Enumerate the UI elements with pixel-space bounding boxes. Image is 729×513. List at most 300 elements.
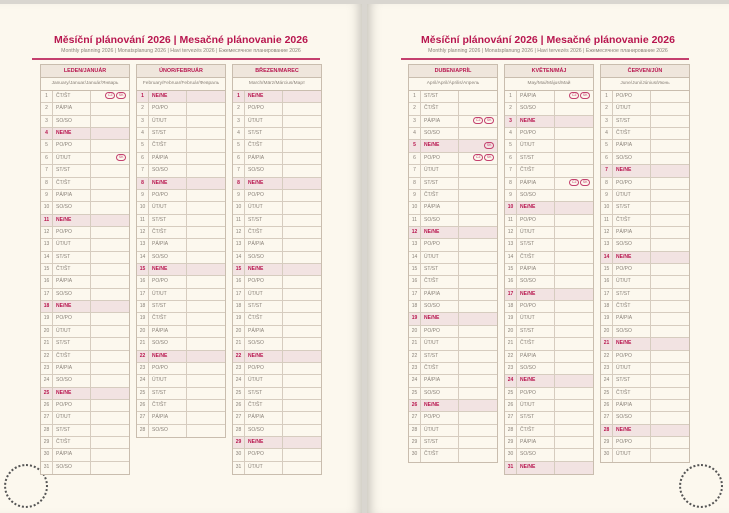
- day-number: 17: [601, 289, 613, 300]
- day-number: 11: [409, 215, 421, 226]
- day-number: 20: [41, 326, 53, 337]
- month-name: DUBEN/APRÍL: [409, 65, 497, 78]
- notes-cell: [651, 301, 689, 312]
- holiday-badge-sk: SK: [484, 142, 494, 149]
- weekday: ČT/ŠT: [421, 276, 459, 287]
- day-number: 8: [505, 178, 517, 189]
- day-number: 25: [601, 388, 613, 399]
- notes-cell: [283, 313, 321, 324]
- weekday: PO/PO: [149, 103, 187, 114]
- weekday: ČT/ŠT: [53, 351, 91, 362]
- notes-cell: [283, 289, 321, 300]
- weekday: PÁ/PIA: [53, 449, 91, 460]
- weekday: SO/SO: [613, 239, 651, 250]
- day-number: 1: [233, 91, 245, 102]
- day-row: [409, 289, 497, 301]
- weekday: NE/NE: [421, 400, 459, 411]
- day-number: 14: [409, 252, 421, 263]
- day-number: 17: [505, 289, 517, 300]
- day-row: [409, 227, 497, 239]
- day-row: [41, 190, 129, 202]
- weekday: ÚT/UT: [149, 116, 187, 127]
- weekday: NE/NE: [245, 351, 283, 362]
- day-number: 10: [409, 202, 421, 213]
- weekday: ST/ST: [245, 388, 283, 399]
- notes-cell: [459, 178, 497, 189]
- day-number: 15: [601, 264, 613, 275]
- notes-cell: [651, 449, 689, 461]
- day-number: 19: [41, 313, 53, 324]
- weekday: ST/ST: [421, 351, 459, 362]
- notes-cell: [459, 301, 497, 312]
- notes-cell: [283, 178, 321, 189]
- notes-cell: [187, 103, 225, 114]
- day-number: 15: [233, 264, 245, 275]
- weekday: PO/PO: [53, 227, 91, 238]
- day-number: 13: [41, 239, 53, 250]
- day-row: [601, 91, 689, 103]
- weekday: ST/ST: [53, 338, 91, 349]
- day-number: 16: [41, 276, 53, 287]
- weekday: ÚT/UT: [517, 227, 555, 238]
- day-row: [601, 375, 689, 387]
- month-subtitle: May/Mai/Május/Май: [505, 78, 593, 91]
- weekday: ÚT/UT: [421, 165, 459, 176]
- day-number: 1: [137, 91, 149, 102]
- notes-cell: [651, 338, 689, 349]
- weekday: ST/ST: [421, 264, 459, 275]
- notes-cell: [459, 252, 497, 263]
- day-number: 12: [601, 227, 613, 238]
- day-number: 30: [233, 449, 245, 460]
- holiday-badge-cz: CZ: [473, 154, 483, 161]
- month-name: BŘEZEN/MAREC: [233, 65, 321, 78]
- day-row: [505, 289, 593, 301]
- weekday: PÁ/PIA: [149, 412, 187, 423]
- weekday: ČT/ŠT: [421, 363, 459, 374]
- month-subtitle: March/März/Március/Март: [233, 78, 321, 91]
- notes-cell: [651, 326, 689, 337]
- day-number: 8: [601, 178, 613, 189]
- day-number: 3: [505, 116, 517, 127]
- weekday: PÁ/PIA: [245, 239, 283, 250]
- notes-cell: [459, 264, 497, 275]
- weekday: ČT/ŠT: [245, 313, 283, 324]
- day-row: [137, 190, 225, 202]
- day-number: 27: [233, 412, 245, 423]
- notes-cell: [459, 190, 497, 201]
- day-number: 10: [233, 202, 245, 213]
- day-row: [41, 239, 129, 251]
- day-row: [409, 363, 497, 375]
- notes-cell: [555, 351, 593, 362]
- day-row: [601, 140, 689, 152]
- weekday: NE/NE: [149, 264, 187, 275]
- day-row: [137, 215, 225, 227]
- day-number: 26: [137, 400, 149, 411]
- weekday: ČT/ŠT: [517, 425, 555, 436]
- notes-cell: [283, 252, 321, 263]
- notes-cell: [91, 363, 129, 374]
- day-row: [601, 128, 689, 140]
- day-row: [233, 103, 321, 115]
- day-number: 22: [137, 351, 149, 362]
- day-number: 20: [137, 326, 149, 337]
- day-row: [409, 103, 497, 115]
- day-row: [505, 326, 593, 338]
- day-number: 9: [505, 190, 517, 201]
- weekday: ÚT/UT: [149, 375, 187, 386]
- notes-cell: [459, 140, 497, 151]
- day-number: 23: [601, 363, 613, 374]
- day-number: 8: [41, 178, 53, 189]
- weekday: NE/NE: [613, 338, 651, 349]
- weekday: ČT/ŠT: [149, 140, 187, 151]
- day-row: [41, 140, 129, 152]
- weekday: PÁ/PIA: [421, 202, 459, 213]
- day-number: 13: [233, 239, 245, 250]
- month-table: [40, 64, 130, 475]
- day-number: 12: [505, 227, 517, 238]
- day-number: 7: [601, 165, 613, 176]
- day-number: 25: [41, 388, 53, 399]
- day-row: [409, 153, 497, 165]
- weekday: PO/PO: [53, 313, 91, 324]
- day-number: 3: [601, 116, 613, 127]
- weekday: NE/NE: [149, 351, 187, 362]
- day-row: [41, 437, 129, 449]
- weekday: ÚT/UT: [517, 400, 555, 411]
- day-number: 28: [41, 425, 53, 436]
- holiday-badge-sk: SK: [580, 92, 590, 99]
- notes-cell: [459, 400, 497, 411]
- weekday: PO/PO: [245, 276, 283, 287]
- weekday: PÁ/PIA: [53, 103, 91, 114]
- notes-cell: [187, 289, 225, 300]
- day-number: 5: [505, 140, 517, 151]
- day-row: [41, 388, 129, 400]
- day-row: [137, 412, 225, 424]
- notes-cell: [459, 116, 497, 127]
- day-number: 23: [505, 363, 517, 374]
- notes-cell: [187, 388, 225, 399]
- notes-cell: [555, 239, 593, 250]
- day-row: [233, 326, 321, 338]
- notes-cell: [651, 425, 689, 436]
- weekday: PO/PO: [421, 412, 459, 423]
- notes-cell: [555, 165, 593, 176]
- day-row: [505, 202, 593, 214]
- day-row: [137, 103, 225, 115]
- notes-cell: [283, 449, 321, 460]
- day-number: 8: [409, 178, 421, 189]
- day-row: [409, 338, 497, 350]
- weekday: PO/PO: [421, 326, 459, 337]
- notes-cell: [651, 178, 689, 189]
- notes-cell: [459, 128, 497, 139]
- day-row: [505, 264, 593, 276]
- notes-cell: [459, 239, 497, 250]
- notes-cell: [459, 363, 497, 374]
- day-row: [505, 165, 593, 177]
- notes-cell: [555, 202, 593, 213]
- day-row: [409, 388, 497, 400]
- day-row: [409, 91, 497, 103]
- notes-cell: [555, 252, 593, 263]
- notes-cell: [187, 264, 225, 275]
- day-number: 19: [233, 313, 245, 324]
- notes-cell: [459, 375, 497, 386]
- day-row: [233, 363, 321, 375]
- day-row: [137, 375, 225, 387]
- notes-cell: [187, 128, 225, 139]
- weekday: PÁ/PIA: [613, 313, 651, 324]
- day-row: [505, 375, 593, 387]
- notes-cell: [187, 239, 225, 250]
- day-row: [41, 264, 129, 276]
- day-number: 17: [41, 289, 53, 300]
- day-number: 19: [601, 313, 613, 324]
- notes-cell: [651, 313, 689, 324]
- day-number: 19: [409, 313, 421, 324]
- notes-cell: [91, 400, 129, 411]
- notes-cell: [459, 227, 497, 238]
- notes-cell: [651, 165, 689, 176]
- day-number: 4: [601, 128, 613, 139]
- day-number: 6: [505, 153, 517, 164]
- notes-cell: [91, 289, 129, 300]
- weekday: ST/ST: [517, 153, 555, 164]
- day-row: [41, 91, 129, 103]
- day-row: [41, 338, 129, 350]
- weekday: ST/ST: [53, 425, 91, 436]
- day-number: 15: [41, 264, 53, 275]
- notes-cell: [555, 412, 593, 423]
- day-row: [137, 91, 225, 103]
- day-number: 18: [137, 301, 149, 312]
- weekday: SO/SO: [245, 165, 283, 176]
- page-subtitle: Monthly planning 2026 | Monatsplanung 2026 | Havi tervezés 2026 | Ежемесячное планирование 2026: [428, 48, 668, 54]
- day-row: [505, 412, 593, 424]
- day-number: 19: [137, 313, 149, 324]
- weekday: PO/PO: [149, 190, 187, 201]
- day-number: 10: [601, 202, 613, 213]
- day-number: 3: [41, 116, 53, 127]
- weekday: PO/PO: [613, 351, 651, 362]
- notes-cell: [651, 153, 689, 164]
- day-number: 2: [409, 103, 421, 114]
- weekday: ST/ST: [53, 165, 91, 176]
- weekday: ČT/ŠT: [421, 103, 459, 114]
- notes-cell: [91, 128, 129, 139]
- day-row: [233, 215, 321, 227]
- weekday: SO/SO: [149, 425, 187, 437]
- day-number: 28: [409, 425, 421, 436]
- day-number: 16: [409, 276, 421, 287]
- day-row: [409, 165, 497, 177]
- notes-cell: [651, 437, 689, 448]
- weekday: SO/SO: [517, 103, 555, 114]
- day-number: 27: [505, 412, 517, 423]
- day-row: [505, 388, 593, 400]
- day-number: 14: [233, 252, 245, 263]
- day-number: 30: [41, 449, 53, 460]
- weekday: ST/ST: [421, 91, 459, 102]
- weekday: ÚT/UT: [245, 462, 283, 474]
- notes-cell: [283, 153, 321, 164]
- notes-cell: [555, 153, 593, 164]
- day-number: 11: [41, 215, 53, 226]
- weekday: SO/SO: [421, 215, 459, 226]
- day-row: [233, 190, 321, 202]
- weekday: ST/ST: [517, 239, 555, 250]
- day-number: 11: [601, 215, 613, 226]
- day-number: 28: [137, 425, 149, 437]
- month-name: ÚNOR/FEBRUÁR: [137, 65, 225, 78]
- day-row: [137, 264, 225, 276]
- notes-cell: [187, 425, 225, 437]
- day-number: 7: [41, 165, 53, 176]
- weekday: PÁ/PIA: [517, 264, 555, 275]
- weekday: NE/NE: [517, 462, 555, 474]
- month-subtitle: February/Februar/Február/Февраль: [137, 78, 225, 91]
- weekday: SO/SO: [517, 190, 555, 201]
- notes-cell: [91, 388, 129, 399]
- day-number: 28: [233, 425, 245, 436]
- day-row: [505, 301, 593, 313]
- weekday: ST/ST: [421, 437, 459, 448]
- notes-cell: [459, 351, 497, 362]
- notes-cell: [91, 116, 129, 127]
- weekday: ÚT/UT: [613, 103, 651, 114]
- day-row: [41, 252, 129, 264]
- weekday: ÚT/UT: [245, 289, 283, 300]
- day-number: 18: [601, 301, 613, 312]
- weekday: ÚT/UT: [421, 425, 459, 436]
- notes-cell: [555, 178, 593, 189]
- day-row: [233, 239, 321, 251]
- day-number: 18: [233, 301, 245, 312]
- day-number: 26: [505, 400, 517, 411]
- day-row: [601, 301, 689, 313]
- weekday: NE/NE: [245, 264, 283, 275]
- weekday: PO/PO: [53, 400, 91, 411]
- day-row: [137, 178, 225, 190]
- notes-cell: [651, 351, 689, 362]
- notes-cell: [283, 239, 321, 250]
- notes-cell: [283, 91, 321, 102]
- notes-cell: [459, 276, 497, 287]
- day-row: [233, 449, 321, 461]
- notes-cell: [459, 202, 497, 213]
- day-number: 31: [233, 462, 245, 474]
- day-row: [41, 375, 129, 387]
- day-row: [233, 202, 321, 214]
- day-row: [233, 276, 321, 288]
- weekday: PO/PO: [245, 190, 283, 201]
- day-row: [41, 178, 129, 190]
- day-number: 22: [505, 351, 517, 362]
- day-row: [505, 252, 593, 264]
- notes-cell: [283, 388, 321, 399]
- weekday: SO/SO: [613, 153, 651, 164]
- weekday: SO/SO: [53, 116, 91, 127]
- notes-cell: [91, 91, 129, 102]
- day-row: [41, 351, 129, 363]
- page-title: Měsíční plánování 2026 | Mesačné plánovanie 2026: [421, 34, 675, 46]
- day-row: [409, 412, 497, 424]
- weekday: PÁ/PIA: [245, 412, 283, 423]
- day-number: 24: [505, 375, 517, 386]
- day-number: 14: [601, 252, 613, 263]
- notes-cell: [459, 326, 497, 337]
- weekday: ČT/ŠT: [245, 227, 283, 238]
- day-number: 27: [41, 412, 53, 423]
- notes-cell: [651, 388, 689, 399]
- day-number: 22: [233, 351, 245, 362]
- weekday: PÁ/PIA: [613, 140, 651, 151]
- weekday: ÚT/UT: [517, 140, 555, 151]
- day-row: [233, 153, 321, 165]
- holiday-badge-sk: SK: [484, 117, 494, 124]
- day-row: [505, 116, 593, 128]
- day-number: 11: [233, 215, 245, 226]
- notes-cell: [459, 103, 497, 114]
- notes-cell: [651, 215, 689, 226]
- weekday: SO/SO: [53, 289, 91, 300]
- notes-cell: [555, 215, 593, 226]
- day-row: [137, 351, 225, 363]
- weekday: PO/PO: [149, 276, 187, 287]
- notes-cell: [555, 227, 593, 238]
- day-row: [409, 437, 497, 449]
- day-number: 18: [409, 301, 421, 312]
- day-row: [41, 215, 129, 227]
- day-number: 16: [601, 276, 613, 287]
- day-number: 21: [601, 338, 613, 349]
- day-number: 25: [137, 388, 149, 399]
- day-row: [601, 449, 689, 461]
- day-number: 27: [137, 412, 149, 423]
- day-number: 14: [137, 252, 149, 263]
- day-row: [409, 400, 497, 412]
- weekday: NE/NE: [245, 437, 283, 448]
- notes-cell: [555, 128, 593, 139]
- notes-cell: [91, 301, 129, 312]
- day-row: [41, 202, 129, 214]
- day-row: [601, 425, 689, 437]
- day-row: [233, 351, 321, 363]
- day-number: 4: [233, 128, 245, 139]
- day-number: 2: [233, 103, 245, 114]
- weekday: PÁ/PIA: [613, 227, 651, 238]
- day-number: 21: [505, 338, 517, 349]
- day-number: 24: [601, 375, 613, 386]
- day-number: 23: [233, 363, 245, 374]
- weekday: SO/SO: [245, 252, 283, 263]
- day-number: 15: [409, 264, 421, 275]
- divider: [401, 58, 689, 60]
- month-name: ČERVEN/JÚN: [601, 65, 689, 78]
- day-row: [409, 326, 497, 338]
- day-row: [233, 412, 321, 424]
- day-number: 6: [233, 153, 245, 164]
- weekday: SO/SO: [149, 165, 187, 176]
- day-row: [601, 338, 689, 350]
- weekday: PÁ/PIA: [517, 91, 555, 102]
- day-row: [601, 400, 689, 412]
- day-number: 26: [409, 400, 421, 411]
